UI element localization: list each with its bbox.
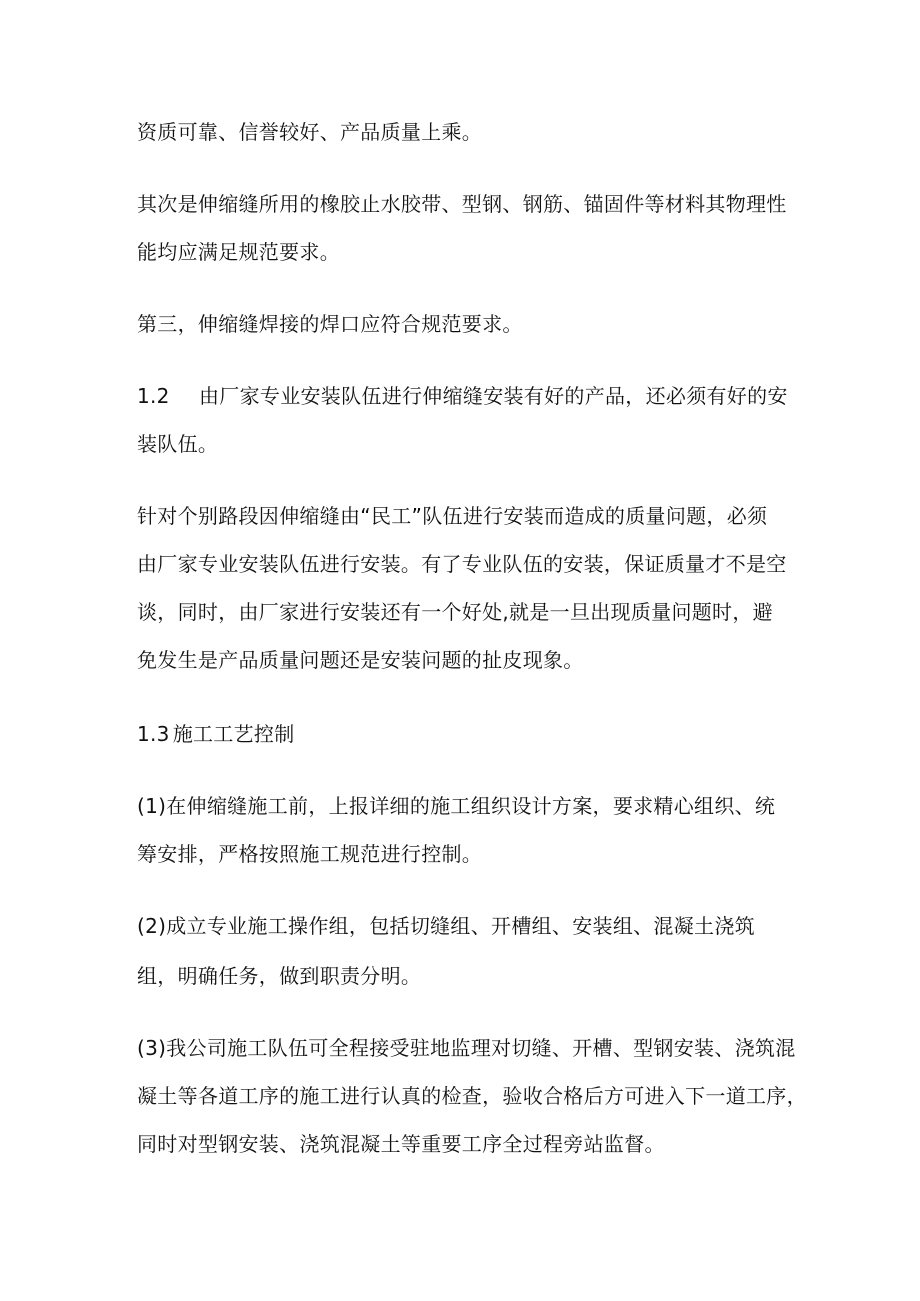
paragraph-line: 谈，同时，由厂家进行安装还有一个好处,就是一旦出现质量问题时，避 bbox=[137, 600, 773, 624]
list-item-line: 筹安排，严格按照施工规范进行控制。 bbox=[137, 842, 483, 866]
list-item-line: (3)我公司施工队伍可全程接受驻地监理对切缝、开槽、型钢安装、浇筑混 bbox=[137, 1036, 796, 1060]
section-heading-1-3 bbox=[137, 720, 295, 748]
section-number: 1.3 bbox=[137, 722, 170, 746]
section-heading-1-2 bbox=[137, 382, 788, 410]
list-item-line: 同时对型钢安装、浇筑混凝土等重要工序全过程旁站监督。 bbox=[137, 1132, 665, 1156]
section-heading-text: 施工工艺控制 bbox=[172, 722, 295, 746]
paragraph-line: 第三，伸缩缝焊接的焊口应符合规范要求。 bbox=[137, 312, 523, 336]
section-heading-text: 由厂家专业安装队伍进行伸缩缝安装有好的产品，还必须有好的安 bbox=[199, 384, 788, 408]
paragraph-line: 针对个别路段因伸缩缝由“民工”队伍进行安装而造成的质量问题，必须 bbox=[137, 504, 768, 528]
list-item-line: (2)成立专业施工操作组，包括切缝组、开槽组、安装组、混凝土浇筑 bbox=[137, 914, 755, 938]
paragraph-line: 装队伍。 bbox=[137, 432, 219, 456]
paragraph-line: 资质可靠、信誉较好、产品质量上乘。 bbox=[137, 120, 483, 144]
section-number: 1.2 bbox=[137, 384, 170, 408]
paragraph-line: 能均应满足规范要求。 bbox=[137, 240, 340, 264]
list-item-line: 组，明确任务，做到职责分明。 bbox=[137, 964, 422, 988]
paragraph-line: 由厂家专业安装队伍进行安装。有了专业队伍的安装，保证质量才不是空 bbox=[137, 552, 787, 576]
list-item-line: (1)在伸缩缝施工前，上报详细的施工组织设计方案，要求精心组织、统 bbox=[137, 794, 776, 818]
paragraph-line: 免发生是产品质量问题还是安装问题的扯皮现象。 bbox=[137, 648, 584, 672]
paragraph-line: 其次是伸缩缝所用的橡胶止水胶带、型钢、钢筋、锚固件等材料其物理性 bbox=[137, 192, 787, 216]
list-item-line: 凝土等各道工序的施工进行认真的检查，验收合格后方可进入下一道工序， bbox=[137, 1084, 807, 1108]
